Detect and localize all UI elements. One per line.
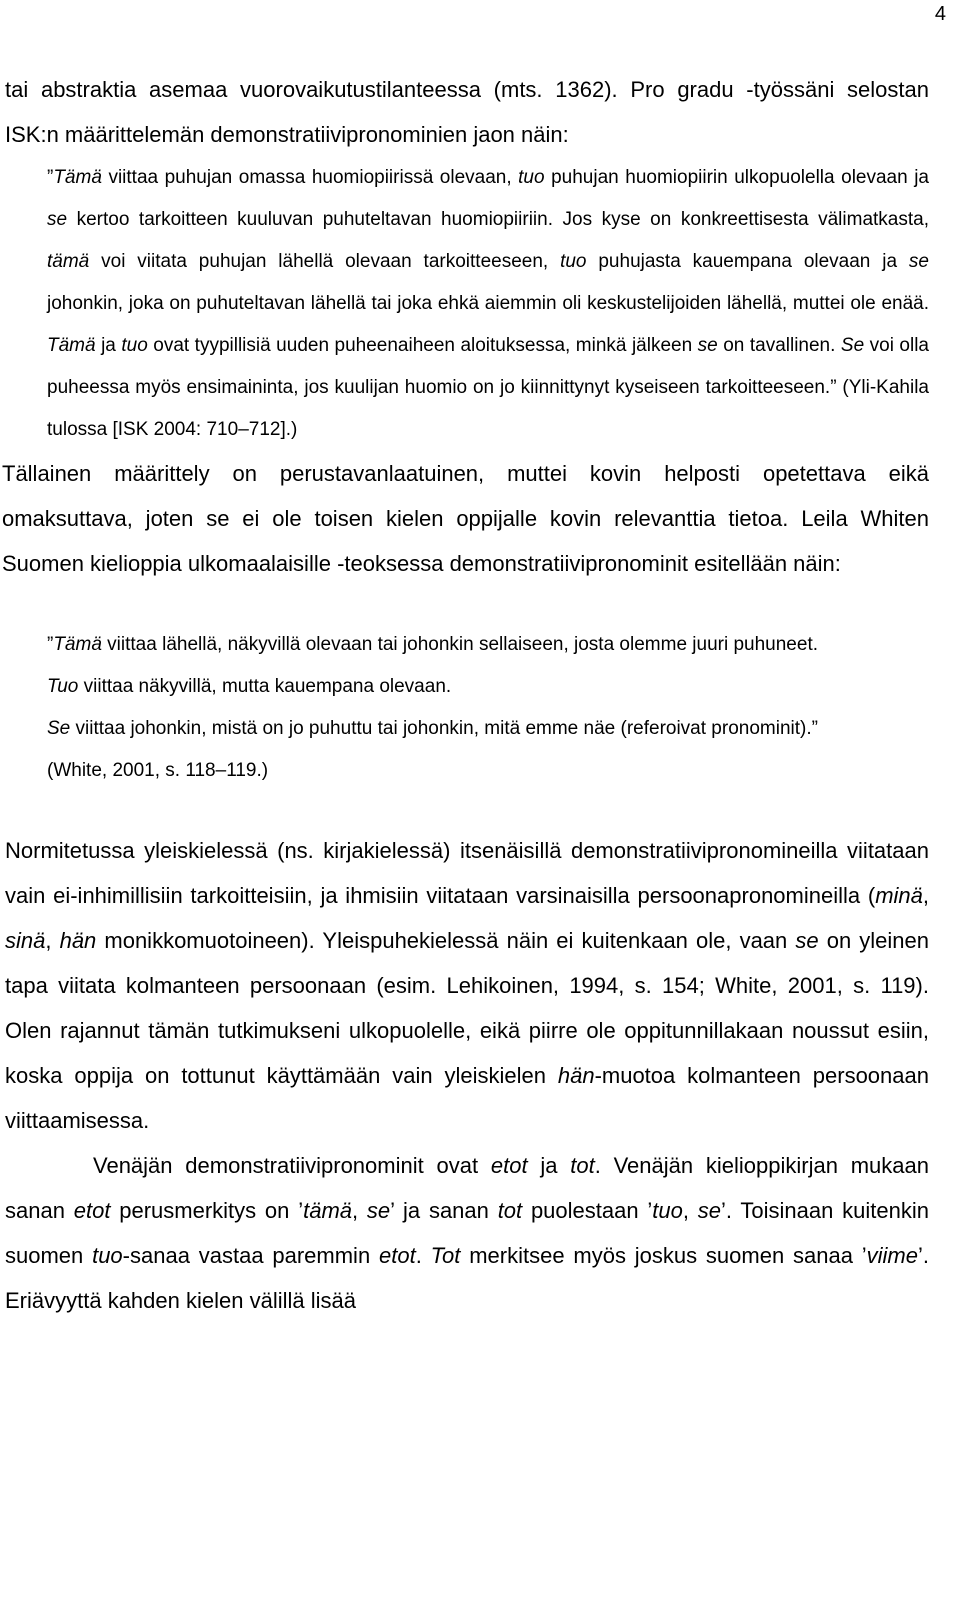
paragraph-russian: Venäjän demonstratiivipronominit ovat etot ja tot. Venäjän kielioppikirjan mukaan sanan etot perusmerkitys on ’tämä, se’ ja sanan tot puolestaan ’tuo, se’. Toisinaan kuitenkin suomen tuo-sanaa vastaa paremmin etot. Tot merkitsee myös joskus suomen sanaa ’viime’. Eriävyyttä kahden kielen välillä lisää (5, 1153, 929, 1313)
quote-white-line-3: Se viittaa johonkin, mistä on jo puhuttu tai johonkin, mitä emme näe (referoivat pronominit).” (47, 718, 818, 739)
paragraph-normative: Normitetussa yleiskielessä (ns. kirjakielessä) itsenäisillä demonstratiivipronomineilla viitataan vain ei-inhimillisiin tarkoitteisiin, ja ihmisiin viitataan varsinaisilla persoonapronomineilla (minä, sinä, hän monikkomuotoineen). Yleispuhekielessä näin ei kuitenkaan ole, vaan se on yleinen tapa viitata kolmanteen persoonaan (esim. Lehikoinen, 1994, s. 154; White, 2001, s. 119). Olen rajannut tämän tutkimukseni ulkopuolelle, eikä piirre ole oppitunnillakaan noussut esiin, koska oppija on tottunut käyttämään vain yleiskielen hän-muotoa kolmanteen persoonaan viittaamisessa. (5, 838, 929, 1133)
document-body (2, 67, 930, 1323)
page-number: 4 (934, 3, 946, 25)
quote-white-citation: (White, 2001, s. 118–119.) (47, 760, 269, 781)
quote-isk (47, 157, 929, 451)
quote-white (47, 624, 929, 792)
quote-isk-text: ”Tämä viittaa puhujan omassa huomiopiirissä olevaan, tuo puhujan huomiopiirin ulkopuolella olevaan ja se kertoo tarkoitteen kuuluvan puhuteltavan huomiopiiriin. Jos kyse on konkreettisesta välimatkasta, tämä voi viitata puhujan lähellä olevaan tarkoitteeseen, tuo puhujasta kauempana olevaan ja se johonkin, joka on puhuteltavan lähellä tai joka ehkä aiemmin oli keskustelijoiden lähellä, muttei ole enää. Tämä ja tuo ovat tyypillisiä uuden puheenaiheen aloituksessa, minkä jälkeen se on tavallinen. Se voi olla puheessa myös ensimaininta, jos kuulijan huomio on jo kiinnittynyt kyseiseen tarkoitteeseen.” (Yli-Kahila tulossa [ISK 2004: 710–712].) (47, 167, 930, 440)
paragraph-definition: Tällainen määrittely on perustavanlaatuinen, muttei kovin helposti opetettava eikä omaksuttava, joten se ei ole toisen kielen oppijalle kovin relevanttia tietoa. Leila Whiten Suomen kielioppia ulkomaalaisille -teoksessa demonstratiivipronominit esitellään näin: (2, 461, 929, 576)
quote-white-line-1: ”Tämä viittaa lähellä, näkyvillä olevaan tai johonkin sellaiseen, josta olemme juuri puhuneet. (47, 634, 818, 655)
quote-white-line-2: Tuo viittaa näkyvillä, mutta kauempana olevaan. (47, 676, 452, 697)
paragraph-intro: tai abstraktia asemaa vuorovaikutustilanteessa (mts. 1362). Pro gradu -työssäni selostan ISK:n määrittelemän demonstratiivipronominien jaon näin: (5, 77, 929, 147)
